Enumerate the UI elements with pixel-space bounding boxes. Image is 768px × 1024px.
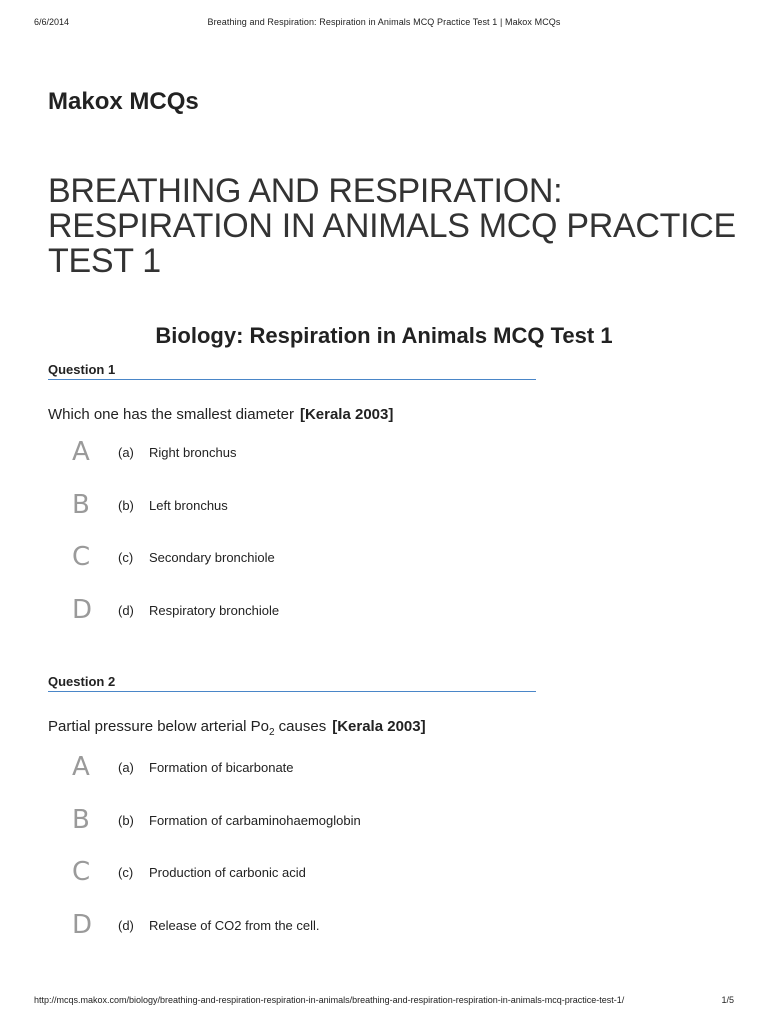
option-number: (d) <box>118 917 134 933</box>
answer-option-b[interactable] <box>48 804 536 866</box>
question-subscript: 2 <box>268 727 275 738</box>
question-text <box>48 406 536 423</box>
answer-option-b[interactable] <box>48 489 536 551</box>
option-text: Left bronchus <box>149 497 228 513</box>
print-document-title: Breathing and Respiration: Respiration in Animals MCQ Practice Test 1 | Makox MCQs <box>207 17 561 27</box>
option-letter: C <box>72 857 91 887</box>
answer-options <box>48 752 536 970</box>
test-heading: Biology: Respiration in Animals MCQ Test 1 <box>155 323 613 348</box>
question-stem: Partial pressure below arterial Po <box>48 718 269 735</box>
question-stem-end: causes <box>274 718 327 735</box>
option-number: (d) <box>118 602 134 618</box>
option-number: (c) <box>118 865 134 880</box>
option-text: Release of CO2 from the cell. <box>149 917 320 933</box>
print-date: 6/6/2014 <box>34 17 70 27</box>
option-letter: D <box>72 594 93 625</box>
print-header <box>34 17 734 31</box>
option-number: (a) <box>118 760 134 775</box>
question-label: Question 1 <box>48 362 536 380</box>
option-text: Formation of bicarbonate <box>149 760 294 775</box>
option-text: Right bronchus <box>149 445 237 460</box>
option-letter: A <box>72 752 90 782</box>
option-number: (b) <box>118 497 134 513</box>
question-source: [Kerala 2003] <box>299 406 394 423</box>
page-number: 1/5 <box>721 995 734 1005</box>
question-text <box>48 718 536 738</box>
option-letter: C <box>72 542 91 572</box>
option-text: Respiratory bronchiole <box>149 602 280 618</box>
option-number: (b) <box>118 812 134 828</box>
answer-option-c[interactable] <box>48 857 536 918</box>
option-letter: A <box>72 437 90 467</box>
option-text: Production of carbonic acid <box>149 865 306 880</box>
option-number: (a) <box>118 445 134 460</box>
option-letter: B <box>72 489 90 520</box>
question-stem: Which one has the smallest diameter <box>48 406 294 423</box>
page-url[interactable]: http://mcqs.makox.com/biology/breathing-and-respiration-respiration-in-animals/breathing-and-respiration-respiration-in-animals-mcq-practice-test-1/ <box>34 995 625 1005</box>
question-2 <box>48 674 536 970</box>
option-number: (c) <box>118 550 134 565</box>
answer-option-a[interactable] <box>48 752 536 813</box>
option-text: Formation of carbaminohaemoglobin <box>149 812 361 828</box>
answer-option-d[interactable] <box>48 594 536 656</box>
answer-option-c[interactable] <box>48 542 536 603</box>
site-name[interactable]: Makox MCQs <box>48 88 199 115</box>
question-label: Question 2 <box>48 674 536 692</box>
option-letter: D <box>72 909 93 940</box>
question-1 <box>48 362 536 655</box>
answer-option-a[interactable] <box>48 437 536 498</box>
answer-option-d[interactable] <box>48 909 536 971</box>
page-title: BREATHING AND RESPIRATION: RESPIRATION IN ANIMALS MCQ PRACTICE TEST 1 <box>48 172 736 280</box>
option-letter: B <box>72 804 90 835</box>
option-text: Secondary bronchiole <box>149 550 275 565</box>
question-source: [Kerala 2003] <box>332 718 426 735</box>
answer-options <box>48 437 536 655</box>
